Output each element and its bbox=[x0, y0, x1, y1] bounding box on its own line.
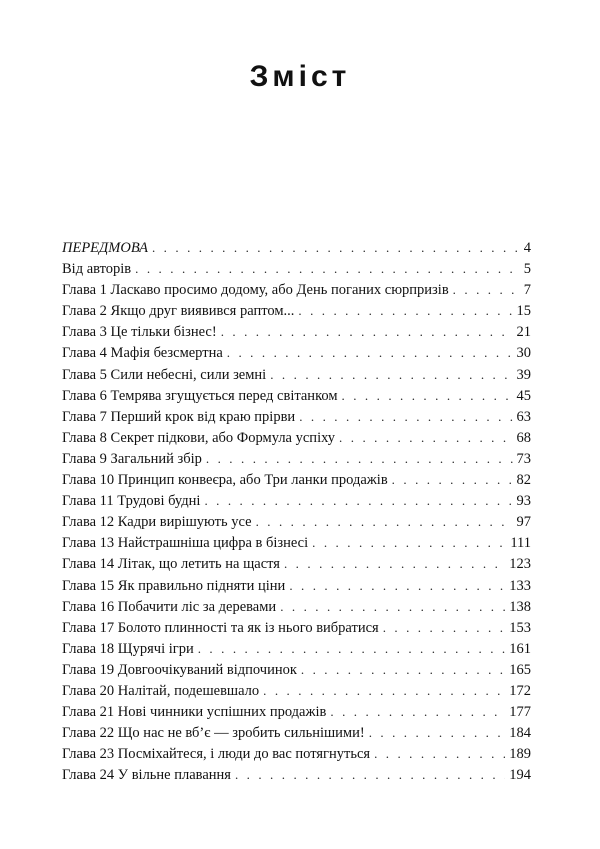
toc-entry-label: Глава 11 Трудові будні bbox=[62, 493, 201, 510]
toc-entry-label: Глава 8 Секрет підкови, або Формула успіху bbox=[62, 429, 336, 446]
toc-row-chapter-9 bbox=[62, 448, 531, 469]
toc-row-chapter-18 bbox=[62, 638, 531, 659]
toc-row-chapter-23 bbox=[62, 743, 531, 764]
toc-page-number: 30 bbox=[516, 345, 531, 362]
table-of-contents bbox=[62, 237, 531, 785]
dot-leader bbox=[392, 469, 513, 490]
dot-leader bbox=[342, 385, 513, 406]
dot-leader bbox=[312, 532, 506, 553]
toc-page-number: 177 bbox=[509, 704, 531, 721]
toc-entry-label: Глава 4 Мафія безсмертна bbox=[62, 345, 223, 362]
toc-row-chapter-12 bbox=[62, 511, 531, 532]
toc-entry-label: Глава 9 Загальний збір bbox=[62, 450, 202, 467]
toc-row-chapter-10 bbox=[62, 469, 531, 490]
toc-entry-label: Глава 2 Якщо друг виявився раптом... bbox=[62, 303, 295, 320]
toc-row-authors bbox=[62, 258, 531, 279]
toc-row-chapter-24 bbox=[62, 764, 531, 785]
toc-page-number: 93 bbox=[516, 493, 531, 510]
toc-row-chapter-16 bbox=[62, 596, 531, 617]
toc-page-number: 138 bbox=[509, 598, 531, 615]
toc-row-chapter-15 bbox=[62, 575, 531, 596]
toc-entry-label: Від авторів bbox=[62, 261, 132, 278]
dot-leader bbox=[270, 364, 512, 385]
toc-page-number: 165 bbox=[509, 661, 531, 678]
toc-row-chapter-21 bbox=[62, 701, 531, 722]
toc-row-chapter-7 bbox=[62, 406, 531, 427]
toc-entry-label: Глава 18 Щурячі ігри bbox=[62, 640, 194, 657]
toc-page-number: 73 bbox=[516, 450, 531, 467]
dot-leader bbox=[206, 448, 513, 469]
toc-row-chapter-5 bbox=[62, 364, 531, 385]
toc-page-number: 111 bbox=[510, 535, 531, 552]
dot-leader bbox=[453, 279, 520, 300]
toc-page-number: 45 bbox=[516, 387, 531, 404]
toc-page-number: 63 bbox=[516, 408, 531, 425]
dot-leader bbox=[299, 406, 512, 427]
toc-row-chapter-20 bbox=[62, 680, 531, 701]
toc-entry-label: Глава 17 Болото плинності та як із нього вибратися bbox=[62, 619, 379, 636]
toc-entry-label: Глава 7 Перший крок від краю прірви bbox=[62, 408, 296, 425]
toc-page-number: 39 bbox=[516, 366, 531, 383]
toc-row-chapter-1 bbox=[62, 279, 531, 300]
dot-leader bbox=[284, 553, 505, 574]
dot-leader bbox=[235, 764, 505, 785]
toc-page-number: 15 bbox=[516, 303, 531, 320]
toc-entry-label: Глава 5 Сили небесні, сили земні bbox=[62, 366, 267, 383]
toc-entry-label: Глава 10 Принцип конвеєра, або Три ланки продажів bbox=[62, 472, 388, 489]
toc-row-chapter-8 bbox=[62, 427, 531, 448]
toc-row-preface bbox=[62, 237, 531, 258]
toc-page-number: 5 bbox=[523, 261, 531, 278]
toc-entry-label: Глава 6 Темрява згущується перед світанком bbox=[62, 387, 338, 404]
toc-entry-label: Глава 13 Найстрашніша цифра в бізнесі bbox=[62, 535, 309, 552]
toc-page-number: 161 bbox=[509, 640, 531, 657]
dot-leader bbox=[227, 342, 513, 363]
dot-leader bbox=[135, 258, 520, 279]
toc-page-number: 133 bbox=[509, 577, 531, 594]
toc-entry-label: Глава 12 Кадри вирішують усе bbox=[62, 514, 252, 531]
toc-page-number: 189 bbox=[509, 746, 531, 763]
dot-leader bbox=[369, 722, 506, 743]
dot-leader bbox=[256, 511, 513, 532]
toc-row-chapter-4 bbox=[62, 342, 531, 363]
toc-page-number: 172 bbox=[509, 682, 531, 699]
toc-row-chapter-22 bbox=[62, 722, 531, 743]
dot-leader bbox=[263, 680, 505, 701]
dot-leader bbox=[339, 427, 512, 448]
toc-page-number: 68 bbox=[516, 429, 531, 446]
dot-leader bbox=[330, 701, 505, 722]
toc-page-number: 82 bbox=[516, 472, 531, 489]
dot-leader bbox=[289, 575, 505, 596]
toc-row-chapter-19 bbox=[62, 659, 531, 680]
toc-entry-label: Глава 19 Довгоочікуваний відпочинок bbox=[62, 661, 297, 678]
toc-row-chapter-6 bbox=[62, 385, 531, 406]
toc-page-number: 7 bbox=[523, 282, 531, 299]
toc-entry-label: Глава 21 Нові чинники успішних продажів bbox=[62, 704, 327, 721]
toc-entry-label: Глава 15 Як правильно підняти ціни bbox=[62, 577, 286, 594]
toc-row-chapter-11 bbox=[62, 490, 531, 511]
toc-row-chapter-3 bbox=[62, 321, 531, 342]
page-title: Зміст bbox=[249, 60, 351, 93]
toc-page-number: 4 bbox=[523, 240, 531, 256]
toc-page-number: 123 bbox=[509, 556, 531, 573]
toc-entry-label: ПЕРЕДМОВА bbox=[62, 240, 148, 256]
dot-leader bbox=[152, 237, 520, 258]
dot-leader bbox=[374, 743, 505, 764]
toc-entry-label: Глава 1 Ласкаво просимо додому, або День поганих сюрпризів bbox=[62, 282, 449, 299]
dot-leader bbox=[204, 490, 512, 511]
dot-leader bbox=[383, 617, 506, 638]
toc-row-chapter-14 bbox=[62, 553, 531, 574]
toc-entry-label: Глава 22 Що нас не вб’є — зробить сильнішими! bbox=[62, 725, 365, 742]
dot-leader bbox=[221, 321, 513, 342]
toc-row-chapter-17 bbox=[62, 617, 531, 638]
dot-leader bbox=[301, 659, 505, 680]
toc-page-number: 21 bbox=[516, 324, 531, 341]
toc-entry-label: Глава 24 У вільне плавання bbox=[62, 767, 231, 784]
toc-page-number: 97 bbox=[516, 514, 531, 531]
toc-row-chapter-13 bbox=[62, 532, 531, 553]
dot-leader bbox=[280, 596, 505, 617]
toc-page-number: 153 bbox=[509, 619, 531, 636]
dot-leader bbox=[198, 638, 506, 659]
dot-leader bbox=[298, 300, 512, 321]
toc-entry-label: Глава 20 Налітай, подешевшало bbox=[62, 682, 260, 699]
toc-row-chapter-2 bbox=[62, 300, 531, 321]
toc-entry-label: Глава 14 Літак, що летить на щастя bbox=[62, 556, 280, 573]
toc-entry-label: Глава 16 Побачити ліс за деревами bbox=[62, 598, 277, 615]
toc-page-number: 184 bbox=[509, 725, 531, 742]
toc-entry-label: Глава 3 Це тільки бізнес! bbox=[62, 324, 217, 341]
toc-entry-label: Глава 23 Посміхайтеся, і люди до вас потягнуться bbox=[62, 746, 371, 763]
toc-page-number: 194 bbox=[509, 767, 531, 784]
